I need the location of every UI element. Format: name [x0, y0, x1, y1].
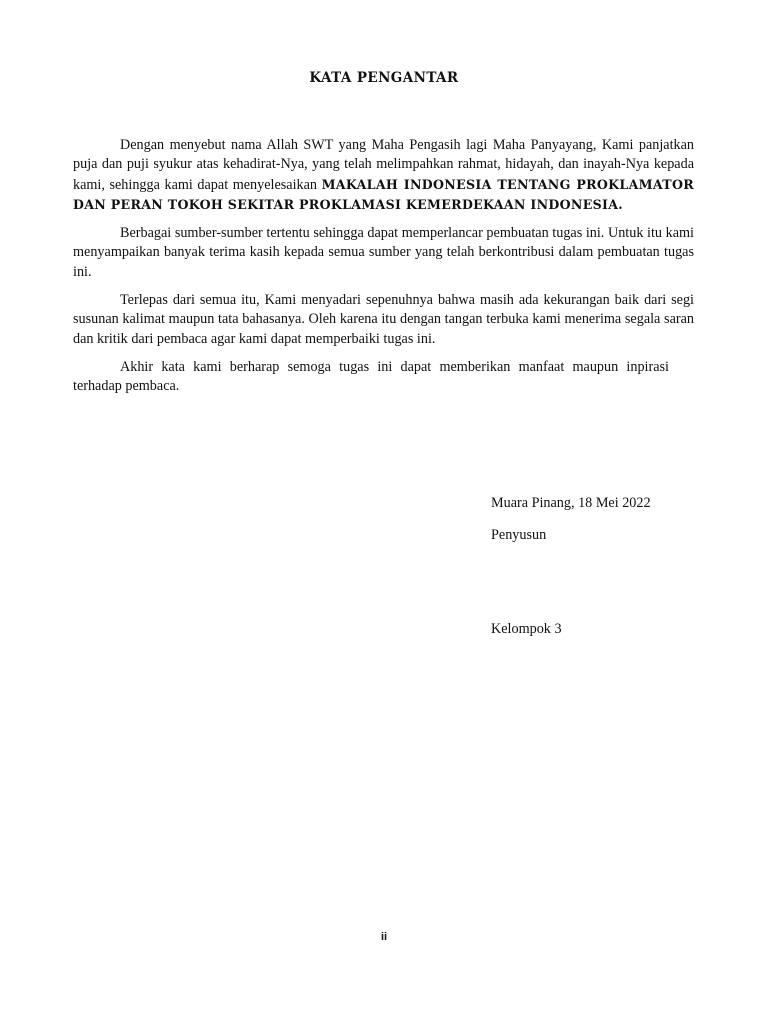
document-body: [73, 136, 694, 406]
signature-place-date: Muara Pinang, 18 Mei 2022: [491, 495, 651, 511]
paragraph-intro-text: Dengan menyebut nama Allah SWT yang Maha Pengasih lagi Maha Panyayang, Kami panjatkan puja dan puji syukur atas kehadirat-Nya, yang telah melimpahkan rahmat, hidayah, dan inayah-Nya kepada kami, sehingga kami dapat menyelesaikan: [73, 137, 694, 193]
page-title: KATA PENGANTAR: [309, 70, 459, 86]
signature-role: Penyusun: [491, 527, 547, 543]
paragraph-intro-bold-title: MAKALAH INDONESIA TENTANG PROKLAMATOR DAN PERAN TOKOH SEKITAR PROKLAMASI KEMERDEKAAN INDONESIA.: [73, 176, 694, 212]
signature-author: Kelompok 3: [491, 621, 562, 637]
page-number: ii: [380, 931, 388, 943]
paragraph-acknowledgement: Terlepas dari semua itu, Kami menyadari sepenuhnya bahwa masih ada kekurangan baik dari segi susunan kalimat maupun tata bahasanya. Oleh karena itu dengan tangan terbuka kami menerima segala saran dan kritik dari pembaca agar kami dapat memperbaiki tugas ini.: [73, 292, 694, 347]
paragraph-closing: Akhir kata kami berharap semoga tugas ini dapat memberikan manfaat maupun inpirasi terhadap pembaca.: [73, 358, 669, 395]
paragraph-intro: [73, 136, 694, 215]
paragraph-thanks: Berbagai sumber-sumber tertentu sehingga dapat memperlancar pembuatan tugas ini. Untuk itu kami menyampaikan banyak terima kasih kepada semua sumber yang telah berkontribusi dalam pembuatan tugas ini.: [73, 225, 694, 280]
